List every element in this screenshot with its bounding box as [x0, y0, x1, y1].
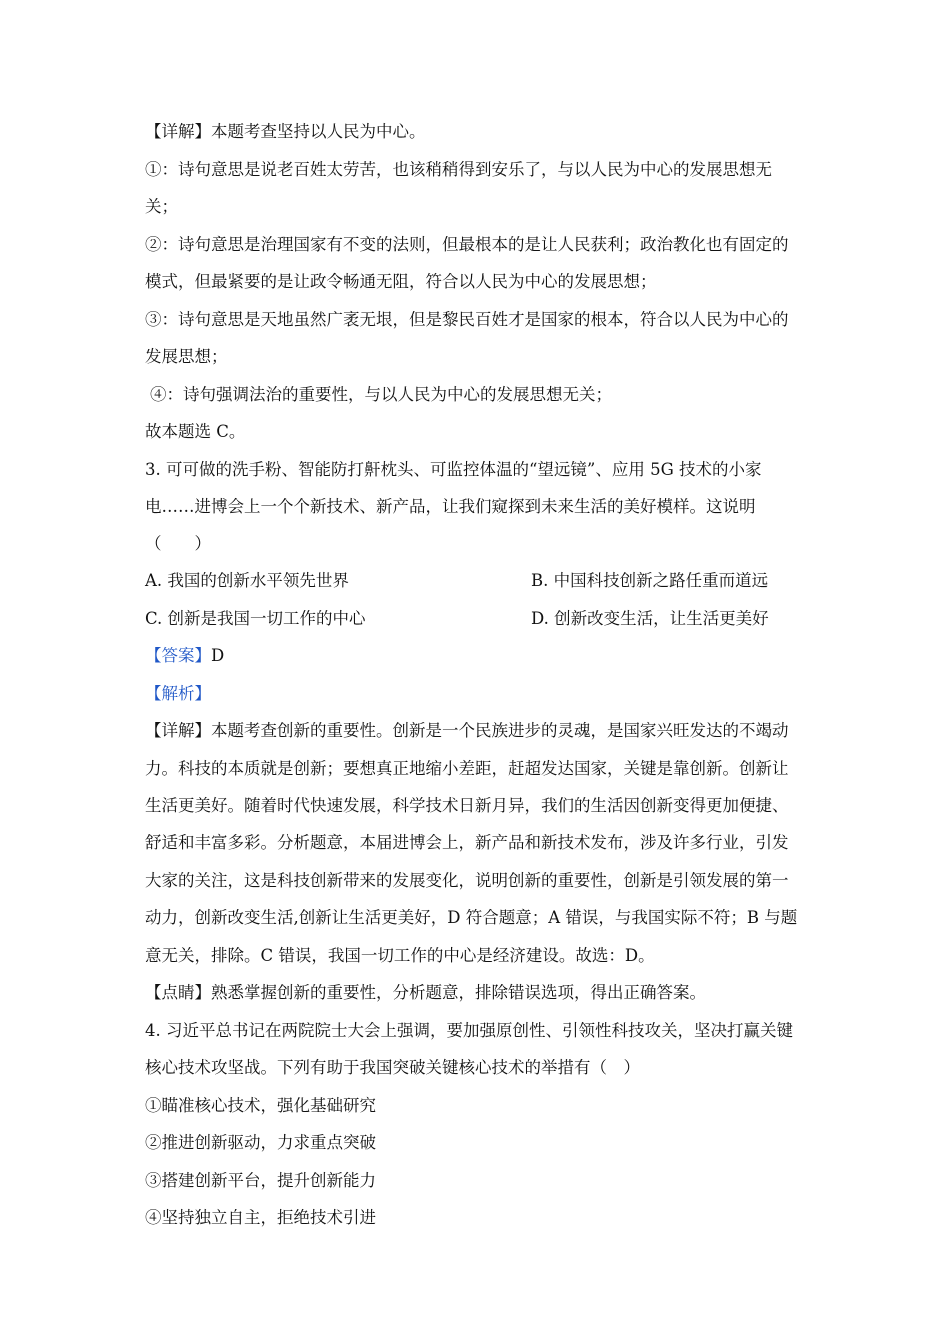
- option-c: C. 创新是我国一切工作的中心: [145, 609, 366, 628]
- question-4-item: ①瞄准核心技术，强化基础研究: [145, 1096, 376, 1115]
- explanation-line: ③：诗句意思是天地虽然广袤无垠，但是黎民百姓才是国家的根本，符合以人民为中心的: [145, 310, 789, 329]
- question-4-item: ③搭建创新平台，提升创新能力: [145, 1171, 376, 1190]
- explanation-line: 发展思想；: [145, 347, 228, 366]
- answer-line: [145, 645, 815, 667]
- explanation-line: ④：诗句强调法治的重要性，与以人民为中心的发展思想无关；: [150, 385, 612, 404]
- question-3-stem: 电……进博会上一个个新技术、新产品，让我们窥探到未来生活的美好模样。这说明: [145, 497, 756, 516]
- detail-line: 意无关，排除。C 错误，我国一切工作的中心是经济建设。故选：D。: [145, 946, 655, 965]
- conclusion-line: 故本题选 C。: [145, 422, 246, 441]
- analysis-label: 【解析】: [145, 684, 211, 703]
- explanation-line: ②：诗句意思是治理国家有不变的法则，但最根本的是让人民获利；政治教化也有固定的: [145, 235, 789, 254]
- question-3-stem: 3. 可可做的洗手粉、智能防打鼾枕头、可监控体温的“望远镜”、应用 5G 技术的小家: [145, 460, 762, 479]
- explanation-line: 模式，但最紧要的是让政令畅通无阻，符合以人民为中心的发展思想；: [145, 272, 657, 291]
- option-b: B. 中国科技创新之路任重而道远: [531, 571, 769, 590]
- question-4-item: ②推进创新驱动，力求重点突破: [145, 1133, 376, 1152]
- question-4-item: ④坚持独立自主，拒绝技术引进: [145, 1208, 376, 1227]
- question-3-blank: （ ）: [145, 534, 211, 553]
- option-d: D. 创新改变生活，让生活更美好: [531, 609, 769, 628]
- answer-value: D: [211, 646, 225, 665]
- question-4-stem: 核心技术攻坚战。下列有助于我国突破关键核心技术的举措有（ ）: [145, 1058, 640, 1077]
- detail-heading-q2: 【详解】本题考查坚持以人民为中心。: [145, 122, 426, 141]
- answer-label: 【答案】: [145, 646, 211, 665]
- detail-line: 大家的关注，这是科技创新带来的发展变化，说明创新的重要性，创新是引领发展的第一: [145, 871, 789, 890]
- detail-line: 生活更美好。随着时代快速发展，科学技术日新月异，我们的生活因创新变得更加便捷、: [145, 796, 789, 815]
- option-a: A. 我国的创新水平领先世界: [145, 571, 349, 590]
- detail-line: 动力，创新改变生活,创新让生活更美好，D 符合题意；A 错误，与我国实际不符；B 与题: [145, 908, 798, 927]
- detail-line: 舒适和丰富多彩。分析题意，本届进博会上，新产品和新技术发布，涉及许多行业，引发: [145, 833, 789, 852]
- detail-line: 力。科技的本质就是创新；要想真正地缩小差距，赶超发达国家，关键是靠创新。创新让: [145, 759, 789, 778]
- question-4-stem: 4. 习近平总书记在两院院士大会上强调，要加强原创性、引领性科技攻关，坚决打赢关键: [145, 1021, 793, 1040]
- tip-line: 【点睛】熟悉掌握创新的重要性，分析题意，排除错误选项，得出正确答案。: [145, 983, 706, 1002]
- explanation-line: 关；: [145, 197, 178, 216]
- explanation-line: ①：诗句意思是说老百姓太劳苦，也该稍稍得到安乐了，与以人民为中心的发展思想无: [145, 160, 772, 179]
- detail-line: 【详解】本题考查创新的重要性。创新是一个民族进步的灵魂，是国家兴旺发达的不竭动: [145, 721, 789, 740]
